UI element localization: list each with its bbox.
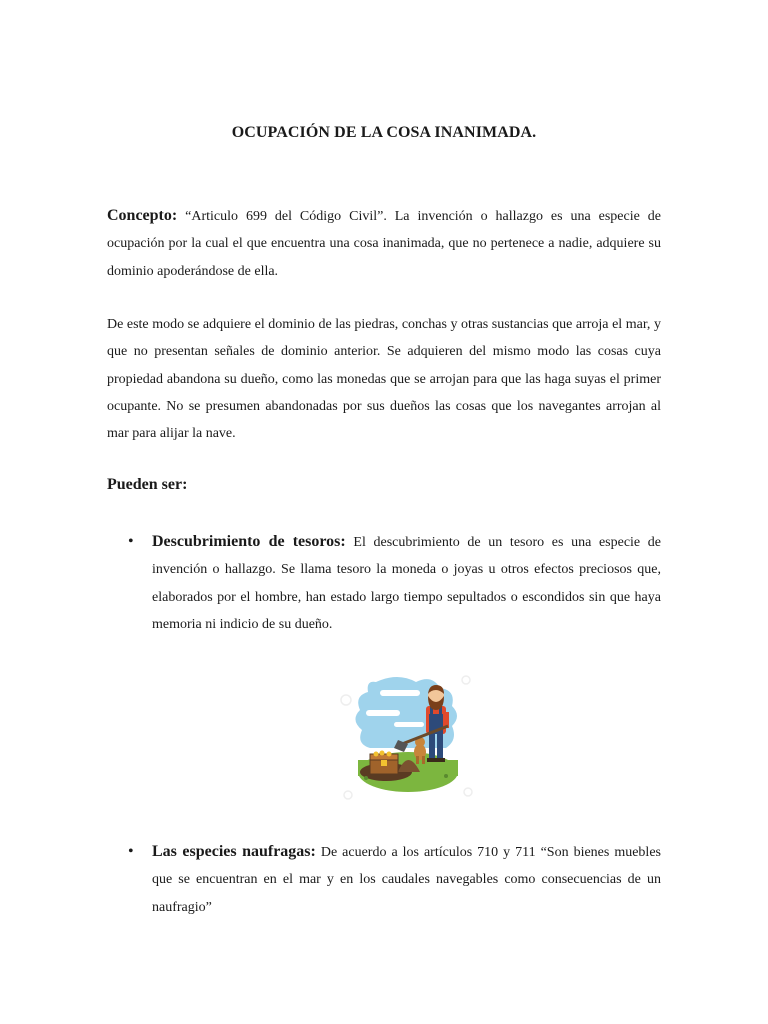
bullet-marker: • (128, 843, 134, 860)
concepto-paragraph (107, 202, 661, 285)
page-title: OCUPACIÓN DE LA COSA INANIMADA. (231, 124, 537, 141)
bullet-text: El descubrimiento de un tesoro es una especie de invención o hallazgo. Se llama tesoro la moneda o joyas u otros efectos preciosos que, elaborados por el hombre, han estado largo tiempo sepultados o escondidos sin que haya memoria ni indicio de su dueño. (152, 535, 662, 632)
bullet-label: Las especies naufragas: (152, 843, 316, 860)
bullet-item-tesoros (152, 528, 661, 638)
bullet-label: Descubrimiento de tesoros: (152, 533, 346, 550)
concepto-label: Concepto: (107, 207, 178, 224)
second-paragraph: De este modo se adquiere el dominio de las piedras, conchas y otras sustancias que arroja el mar, y que no presentan señales de dominio anterior. Se adquieren del mismo modo las cosas cuya propiedad abandona su dueño, como las monedas que se arrojan para que las haga suyas el primer ocupante. No se presumen abandonadas por sus dueños las cosas que los navegantes arrojan al mar para alijar la nave. (107, 317, 661, 442)
section-subheading: Pueden ser: (107, 476, 188, 493)
bullet-item-naufragas (152, 838, 661, 921)
concepto-text: “Articulo 699 del Código Civil”. La invención o hallazgo es una especie de ocupación por la cual el que encuentra una cosa inanimada, que no pertenece a nadie, adquiere su dominio apoderándose de ella. (107, 209, 661, 279)
bullet-marker: • (128, 533, 134, 550)
bullet-text: De acuerdo a los artículos 710 y 711 “Son bienes muebles que se encuentran en el mar y en los caudales navegables como consecuencias de un naufragio” (152, 845, 661, 915)
treasure-digger-illustration (336, 660, 478, 802)
